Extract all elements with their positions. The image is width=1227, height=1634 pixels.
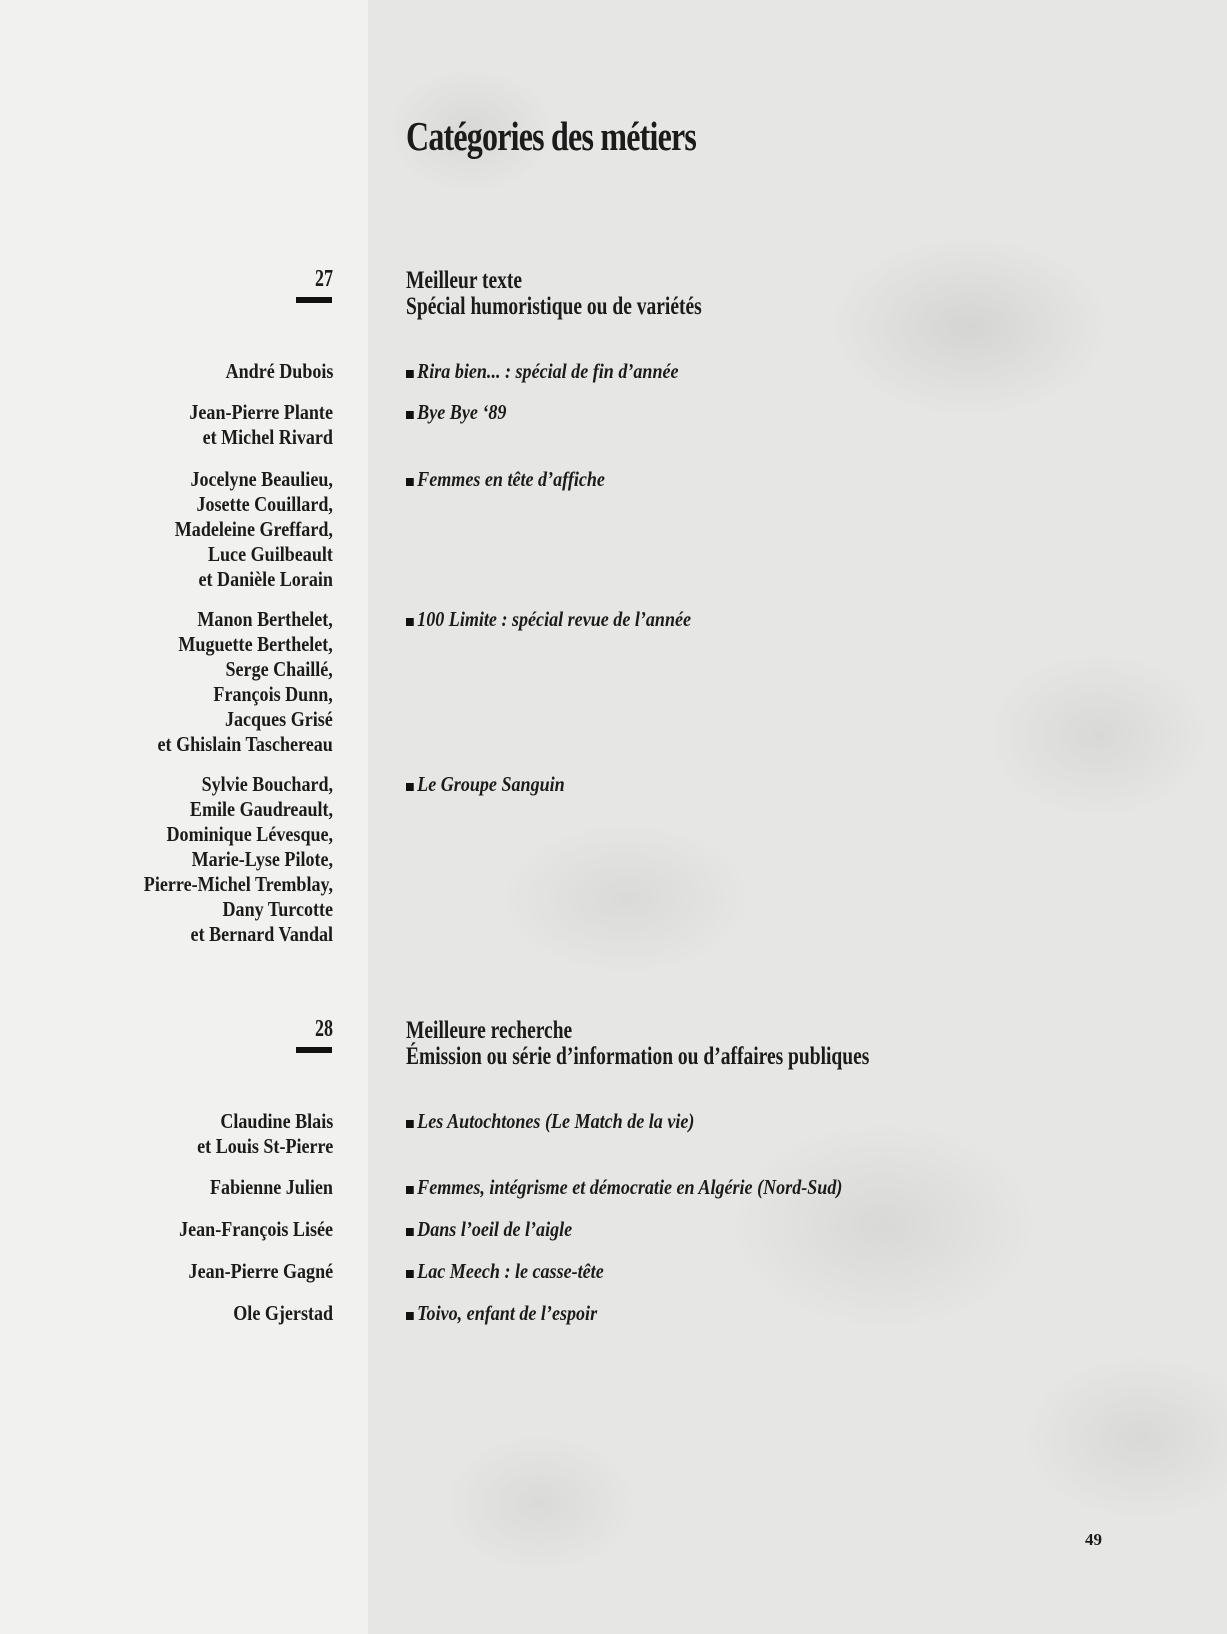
- nominee-name: Marie-Lyse Pilote,: [191, 847, 333, 871]
- show-title: [406, 1259, 604, 1284]
- show-title-text: Lac Meech : le casse-tête: [417, 1259, 604, 1283]
- nominee-name: Serge Chaillé,: [225, 657, 333, 681]
- nominee-name: André Dubois: [225, 359, 333, 383]
- show-title-text: Femmes, intégrisme et démocratie en Algérie (Nord-Sud): [417, 1175, 843, 1199]
- nominee-name: et Danièle Lorain: [198, 567, 333, 591]
- nominee-name: Jean-François Lisée: [179, 1217, 333, 1241]
- show-title: [406, 1301, 597, 1326]
- category-title: Meilleur texte: [406, 267, 523, 294]
- nominee-names: [217, 1301, 333, 1326]
- nominee-name: Madeleine Greffard,: [174, 517, 333, 541]
- bullet-icon: [406, 411, 414, 419]
- show-title: [406, 1175, 842, 1200]
- nominee-names: [166, 400, 333, 450]
- category-subtitle: Spécial humoristique ou de variétés: [406, 293, 702, 320]
- nominee-name: Pierre-Michel Tremblay,: [143, 872, 333, 896]
- show-title: [406, 1217, 572, 1242]
- nominee-name: et Michel Rivard: [202, 425, 333, 449]
- page-title: Catégories des métiers: [406, 113, 697, 159]
- bullet-icon: [406, 1270, 414, 1278]
- nominee-names: [129, 607, 333, 757]
- nominee-name: Josette Couillard,: [196, 492, 333, 516]
- show-title-text: Les Autochtones (Le Match de la vie): [417, 1109, 695, 1133]
- bullet-icon: [406, 370, 414, 378]
- nominee-name: et Louis St-Pierre: [196, 1134, 333, 1158]
- category-subtitle: Émission ou série d’information ou d’affaires publiques: [406, 1043, 870, 1070]
- show-title-text: Le Groupe Sanguin: [417, 772, 565, 796]
- category-number: 28: [315, 1016, 333, 1042]
- category-number-bar: [296, 1047, 332, 1053]
- show-title: [406, 772, 565, 797]
- nominee-names: [149, 467, 333, 592]
- nominee-name: Jacques Grisé: [225, 707, 333, 731]
- category-number-bar: [296, 297, 332, 303]
- bullet-icon: [406, 478, 414, 486]
- nominee-name: Luce Guilbeault: [208, 542, 333, 566]
- show-title-text: Dans l’oeil de l’aigle: [417, 1217, 573, 1241]
- nominee-name: Jocelyne Beaulieu,: [190, 467, 333, 491]
- show-title-text: Toivo, enfant de l’espoir: [417, 1301, 598, 1325]
- show-title-text: Rira bien... : spécial de fin d’année: [417, 359, 679, 383]
- bullet-icon: [406, 618, 414, 626]
- nominee-name: Jean-Pierre Gagné: [188, 1259, 333, 1283]
- nominee-name: et Ghislain Taschereau: [157, 732, 333, 756]
- category-title: Meilleure recherche: [406, 1017, 573, 1044]
- bullet-icon: [406, 1312, 414, 1320]
- show-title-text: Femmes en tête d’affiche: [417, 467, 605, 491]
- nominee-name: et Bernard Vandal: [190, 922, 333, 946]
- nominee-name: Dany Turcotte: [222, 897, 333, 921]
- show-title: [406, 467, 605, 492]
- page-number: 49: [1085, 1530, 1102, 1549]
- nominee-names: [208, 359, 333, 384]
- bullet-icon: [406, 1186, 414, 1194]
- show-title: [406, 1109, 694, 1134]
- show-title: [406, 359, 679, 384]
- nominee-name: Emile Gaudreault,: [189, 797, 333, 821]
- nominee-name: François Dunn,: [213, 682, 333, 706]
- bullet-icon: [406, 1228, 414, 1236]
- bullet-icon: [406, 783, 414, 791]
- nominee-names: [165, 1259, 333, 1284]
- nominee-name: Claudine Blais: [220, 1109, 333, 1133]
- background-texture: [368, 0, 1227, 1634]
- bullet-icon: [406, 1120, 414, 1128]
- nominee-names: [175, 1109, 333, 1159]
- nominee-name: Sylvie Bouchard,: [201, 772, 333, 796]
- show-title: [406, 400, 506, 425]
- show-title-text: 100 Limite : spécial revue de l’année: [417, 607, 692, 631]
- nominee-name: Dominique Lévesque,: [166, 822, 333, 846]
- nominee-name: Fabienne Julien: [210, 1175, 333, 1199]
- nominee-name: Muguette Berthelet,: [178, 632, 333, 656]
- nominee-names: [113, 772, 333, 947]
- nominee-names: [190, 1175, 333, 1200]
- nominee-name: Manon Berthelet,: [197, 607, 333, 631]
- nominee-names: [154, 1217, 333, 1242]
- category-number: 27: [315, 266, 333, 292]
- show-title-text: Bye Bye ‘89: [417, 400, 507, 424]
- nominee-name: Jean-Pierre Plante: [189, 400, 333, 424]
- nominee-name: Ole Gjerstad: [233, 1301, 333, 1325]
- show-title: [406, 607, 691, 632]
